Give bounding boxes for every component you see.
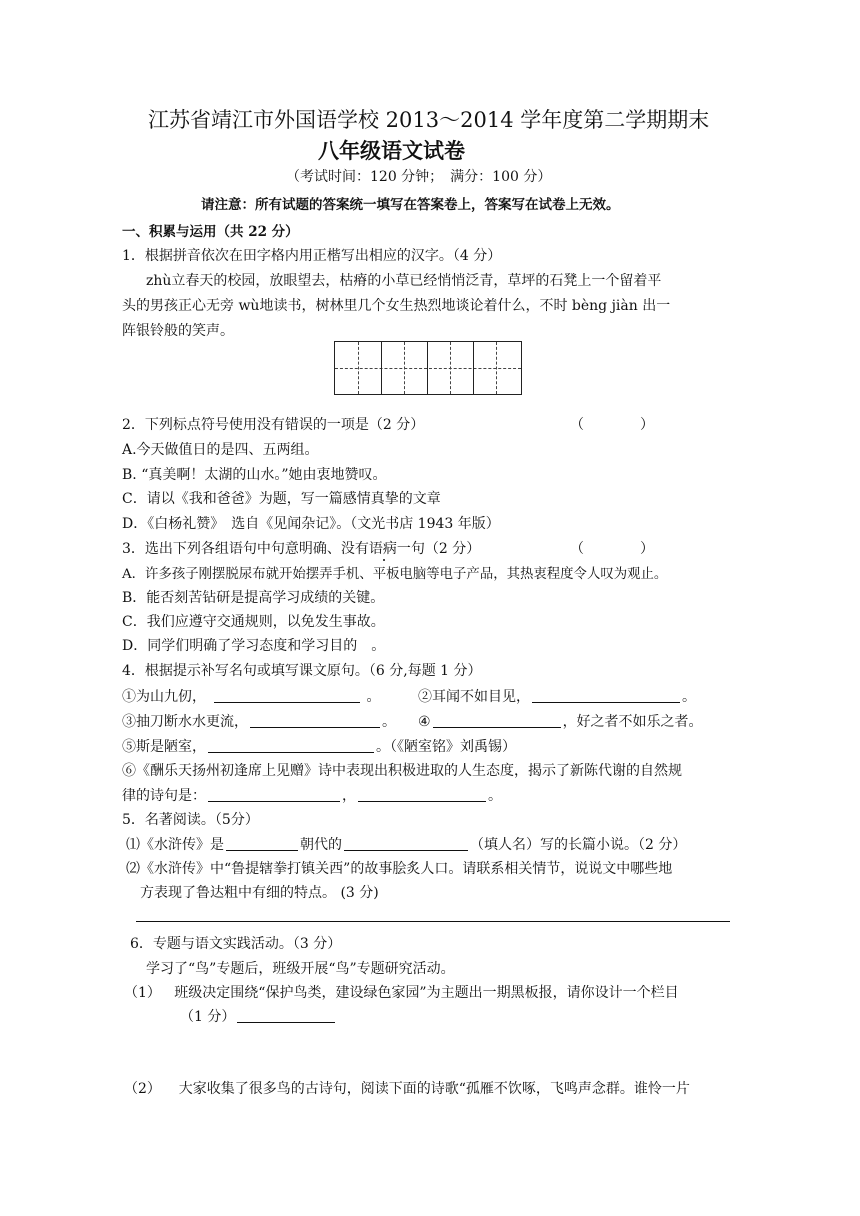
answer-blank — [237, 1008, 335, 1023]
q4-item1-text: ①为山九仞， — [122, 689, 206, 705]
q6-sub2 — [124, 1078, 690, 1098]
q4-item6-mid: ， — [342, 788, 356, 804]
q1-line1: zhù立春天的校园，放眼望去，枯瘠的小草已经悄悄泛青，草坪的石凳上一个留着平 — [146, 273, 662, 289]
q4-item5-end: 。（《陋室铭》刘禹锡） — [376, 739, 516, 755]
q2-option-c: C．请以《我和爸爸》为题，写一篇感情真挚的文章 — [122, 491, 441, 507]
section-heading: 一、积累与运用（共 22 分） — [122, 224, 299, 240]
q6-sub1-score: （1 分） — [180, 1009, 236, 1025]
answer-blank — [214, 688, 360, 703]
q2-answer-paren: （ ） — [570, 417, 654, 433]
q3-stem — [122, 538, 480, 558]
exam-info: （考试时间：120 分钟； 满分：100 分） — [286, 169, 552, 185]
grid-dash-horizontal — [335, 368, 521, 369]
q5-stem: 5．名著阅读。（5分） — [122, 812, 259, 828]
notice: 请注意：所有试题的答案统一填写在答案卷上，答案写在试卷上无效。 — [201, 197, 620, 213]
page-subtitle: 八年级语文试卷 — [318, 138, 465, 163]
q3-stem-dotted: 语病 — [368, 541, 397, 557]
q2-option-d: D．《白杨礼赞》 选自《见闻杂记》。（文光书店 1943 年版） — [122, 516, 500, 532]
q6-sub1-num: （1） — [124, 985, 161, 1001]
q4-item2-text: ②耳闻不如目见， — [418, 689, 530, 705]
q2-option-a: A.今天做值日的是四、五两组。 — [122, 442, 319, 458]
q6-stem: 6．专题与语文实践活动。（3 分） — [130, 936, 342, 952]
q2-option-b: B. “真美啊！太湖的山水。”她由衷地赞叹。 — [122, 467, 387, 483]
page-title: 江苏省靖江市外国语学校 2013～2014 学年度第二学期期末 — [148, 108, 710, 132]
q5-sub1-mid: 朝代的 — [300, 837, 342, 853]
q5-sub1 — [126, 834, 686, 854]
q6-sub1-score-line — [180, 1006, 337, 1026]
q6-sub2-text: 大家收集了很多鸟的古诗句，阅读下面的诗歌“孤雁不饮啄，飞鸣声念群。谁怜一片 — [178, 1081, 690, 1097]
q4-item3-text: ③抽刀断水水更流， — [122, 714, 248, 730]
q4-item1 — [122, 686, 380, 706]
grid-dash-vertical — [496, 342, 497, 394]
grid-cell-divider — [381, 342, 382, 394]
answer-blank — [208, 787, 340, 802]
q6-sub1-text: 班级决定围绕“保护鸟类，建设绿色家园”为主题出一期黑板报，请你设计一个栏目 — [174, 985, 679, 1001]
tianzige-grid — [334, 341, 522, 395]
answer-blank — [532, 688, 680, 703]
q2-stem: 2．下列标点符号使用没有错误的一项是（2 分） — [122, 417, 425, 433]
q4-item5-text: ⑤斯是陋室， — [122, 739, 206, 755]
q4-item1-end: 。 — [366, 689, 381, 705]
q3-stem-post: 一句（2 分） — [396, 541, 481, 557]
grid-cell-divider — [473, 342, 474, 394]
q4-item6-line1: ⑥《酬乐天扬州初逢席上见赠》诗中表现出积极进取的人生态度，揭示了新陈代谢的自然规 — [122, 763, 682, 779]
answer-blank — [344, 836, 468, 851]
q3-option-c: C．我们应遵守交通规则，以免发生事故。 — [122, 614, 385, 630]
q4-item4-end: ，好之者不如乐之者。 — [562, 714, 703, 730]
q1-line2: 头的男孩正心无旁 wù地读书，树林里几个女生热烈地谈论着什么，不时 bèng jiàn 出一 — [122, 298, 671, 314]
answer-line — [136, 921, 730, 922]
answer-blank — [226, 836, 298, 851]
answer-blank — [250, 713, 380, 728]
answer-blank — [208, 738, 374, 753]
q6-sub2-num: （2） — [124, 1081, 161, 1097]
q5-sub2-line2: 方表现了鲁达粗中有细的特点。 (3 分) — [140, 885, 379, 901]
q6-intro: 学习了“鸟”专题后，班级开展“鸟”专题研究活动。 — [146, 961, 455, 977]
q3-option-b: B．能否刻苦钻研是提高学习成绩的关键。 — [122, 590, 385, 606]
q3-answer-paren: （ ） — [570, 541, 654, 557]
q4-item6-end: 。 — [488, 788, 502, 804]
grid-dash-vertical — [450, 342, 451, 394]
q5-sub1-pre: ⑴《水浒传》是 — [126, 837, 224, 853]
answer-blank — [358, 787, 486, 802]
q3-option-d: D．同学们明确了学习态度和学习目的 。 — [122, 638, 386, 654]
grid-cell-divider — [427, 342, 428, 394]
q4-stem: 4．根据提示补写名句或填写课文原句。（6 分,每题 1 分） — [122, 663, 482, 679]
q4-item5 — [122, 736, 516, 756]
q5-sub2-line1: ⑵《水浒传》中“鲁提辖拳打镇关西”的故事脍炙人口。请联系相关情节，说说文中哪些地 — [126, 861, 673, 877]
q4-item2 — [418, 686, 696, 706]
q4-item4 — [418, 711, 703, 731]
q4-item3 — [122, 711, 396, 731]
q4-item6-label: 律的诗句是： — [122, 788, 206, 804]
q1-line3: 阵银铃般的笑声。 — [122, 323, 234, 339]
answer-blank — [433, 713, 561, 728]
q3-stem-pre: 3．选出下列各组语句中句意明确、没有 — [122, 541, 369, 557]
q4-item3-end: 。 — [382, 714, 396, 730]
q4-item4-text: ④ — [418, 714, 431, 730]
q4-item6-line2 — [122, 785, 502, 805]
grid-dash-vertical — [358, 342, 359, 394]
grid-dash-vertical — [404, 342, 405, 394]
q3-option-a: A．许多孩子刚摆脱尿布就开始摆弄手机、平板电脑等电子产品，其热衷程度令人叹为观止。 — [122, 567, 668, 582]
q4-item2-end: 。 — [682, 689, 696, 705]
q5-sub1-post: （填人名）写的长篇小说。（2 分） — [470, 837, 687, 853]
q6-sub1 — [124, 982, 679, 1002]
q1-stem: 1．根据拼音依次在田字格内用正楷写出相应的汉字。（4 分） — [122, 248, 502, 264]
